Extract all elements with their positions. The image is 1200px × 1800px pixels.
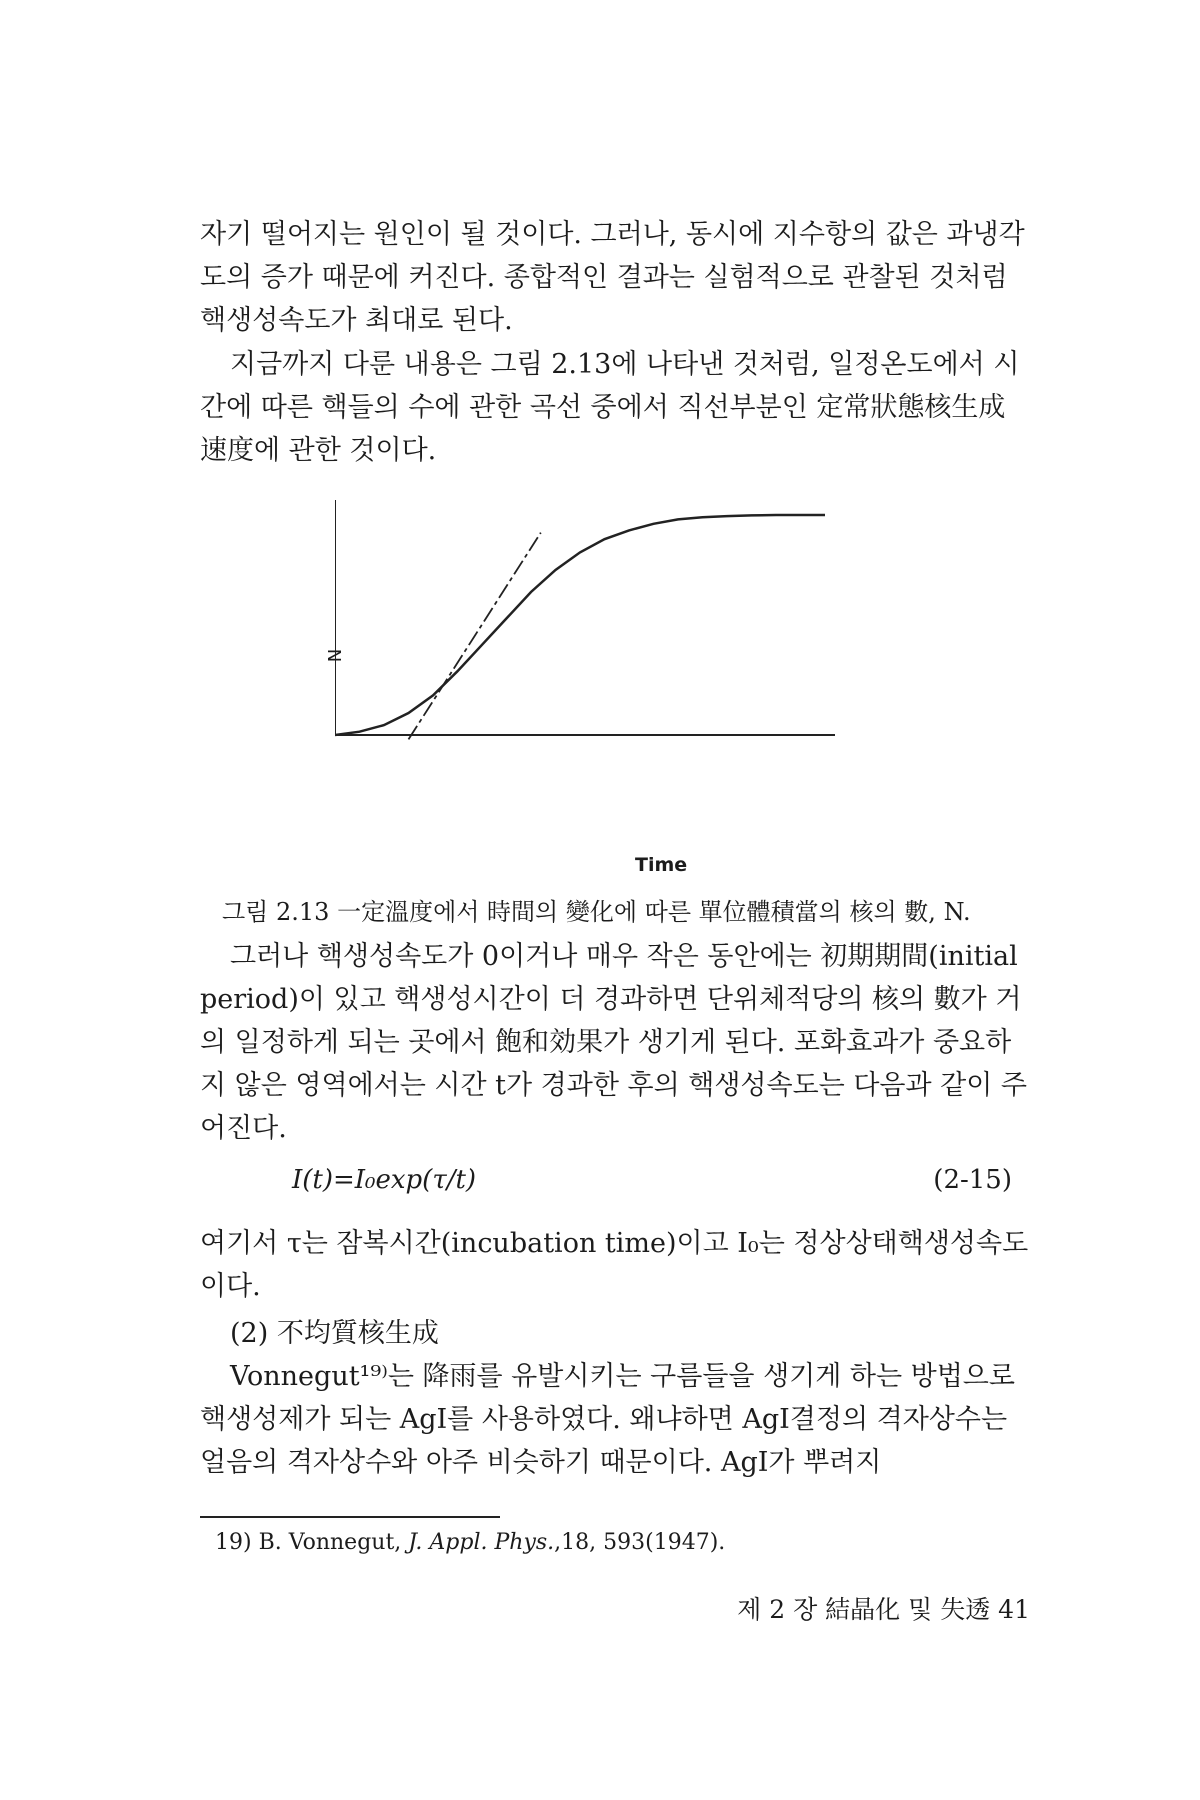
paragraph-2: 지금까지 다룬 내용은 그림 2.13에 나타낸 것처럼, 일정온도에서 시간에 따른 핵들의 수에 관한 곡선 중에서 직선부분인 定常狀態核生成速度에 관한 것이다.: [200, 349, 1020, 466]
nucleation-chart: [335, 500, 975, 885]
footnote-author: B. Vonnegut,: [258, 1530, 402, 1555]
tangent-line: [409, 533, 541, 740]
section-heading: (2) 不均質核生成: [230, 1318, 439, 1349]
equation-number: (2-15): [933, 1165, 1012, 1195]
figure-2-13: [323, 500, 975, 885]
figure-caption: 그림 2.13 一定溫度에서 時間의 變化에 따른 單位體積當의 核의 數, N.: [222, 898, 971, 926]
paragraph-5: Vonnegut¹⁹⁾는 降雨를 유발시키는 구름들을 생기게 하는 방법으로 핵생성제가 되는 AgI를 사용하였다. 왜냐하면 AgI결정의 격자상수는 얼음의 격자상수와 아주 비슷하기 때문이다. AgI가 뿌려지: [200, 1361, 1015, 1478]
paragraph-3: 그러나 핵생성속도가 0이거나 매우 작은 동안에는 初期期間(initial period)이 있고 핵생성시간이 더 경과하면 단위체적당의 核의 數가 거의 일정하게 되는 곳에서 飽和効果가 생기게 된다. 포화효과가 중요하지 않은 영역에서는 시간 t가 경과한 후의 핵생성속도는 다음과 같이 주어진다.: [200, 941, 1027, 1144]
equation-formula: I(t)=I₀exp(τ/t): [292, 1165, 477, 1195]
x-axis-label: Time: [635, 854, 688, 876]
footnote-number: 19): [215, 1530, 252, 1555]
footnote-rest: ,18, 593(1947).: [554, 1530, 726, 1555]
series-line-N: [335, 515, 825, 735]
footnote-rule: [200, 1516, 500, 1518]
running-footer: 제 2 장 結晶化 및 失透 41: [737, 1595, 1030, 1624]
footnote-journal: J. Appl. Phys.: [408, 1530, 555, 1555]
equation-2-15: [292, 1165, 1012, 1205]
paragraph-1: 자기 떨어지는 원인이 될 것이다. 그러나, 동시에 지수항의 값은 과냉각도의 증가 때문에 커진다. 종합적인 결과는 실험적으로 관찰된 것처럼 핵생성속도가 최대로 된다.: [200, 219, 1025, 336]
footnote-19: [215, 1530, 725, 1555]
paragraph-4: 여기서 τ는 잠복시간(incubation time)이고 I₀는 정상상태핵생성속도이다.: [200, 1228, 1029, 1302]
y-axis-label: N: [323, 648, 345, 663]
